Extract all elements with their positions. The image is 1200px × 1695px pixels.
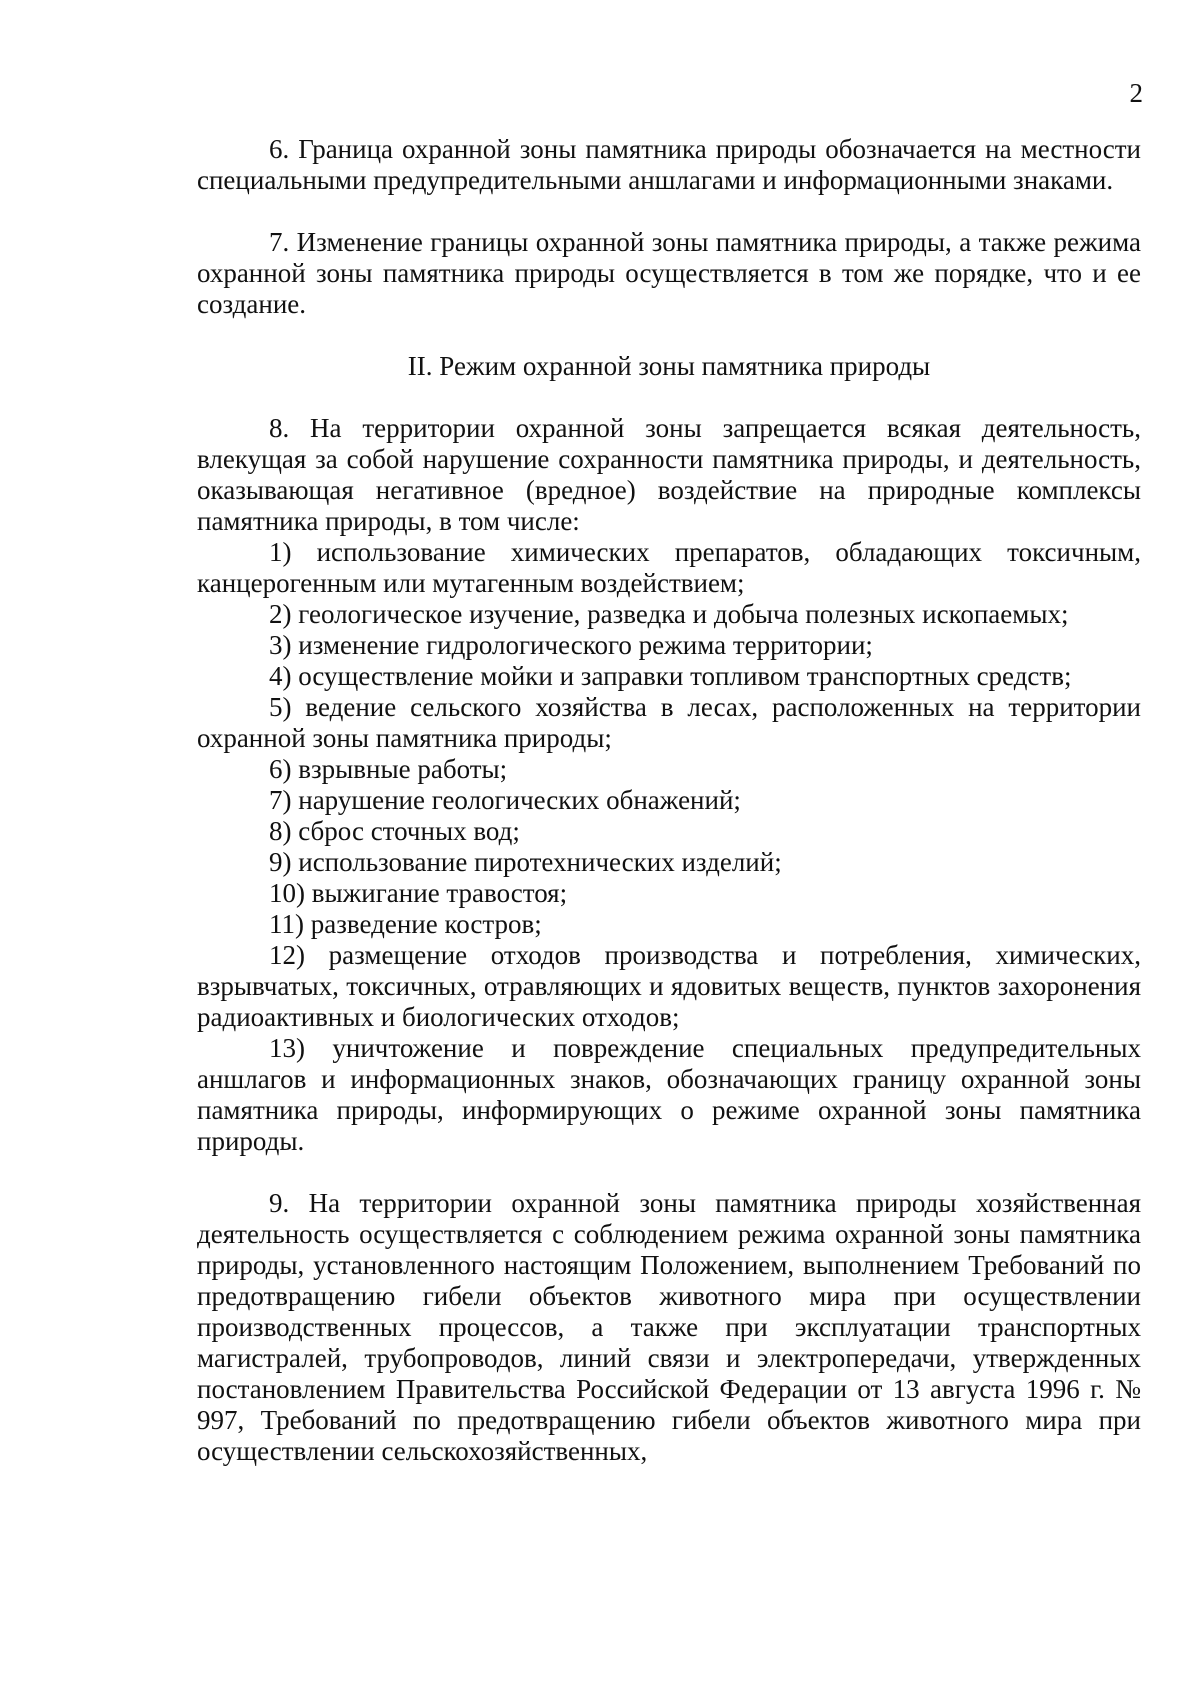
- page-number: 2: [1129, 78, 1143, 108]
- paragraph-9: 9. На территории охранной зоны памятника природы хозяйственная деятельность осуществляется с соблюдением режима охранной зоны памятника природы, установленного настоящим Положением, выполнением Требований по предотвращению гибели объектов животного мира при осуществлении производственных процессов, а также при эксплуатации транспортных магистралей, трубопроводов, линий связи и электропередачи, утвержденных постановлением Правительства Российской Федерации от 13 августа 1996 г. № 997, Требований по предотвращению гибели объектов животного мира при осуществлении сельскохозяйственных,: [197, 1188, 1141, 1466]
- paragraph-8: 8. На территории охранной зоны запрещается всякая деятельность, влекущая за собой нарушение сохранности памятника природы, и деятельность, оказывающая негативное (вредное) воздействие на природные комплексы памятника природы, в том числе:: [197, 413, 1141, 536]
- document-body: [197, 134, 1141, 1467]
- prohibition-item-4: 4) осуществление мойки и заправки топливом транспортных средств;: [269, 661, 1072, 691]
- prohibition-item-9: 9) использование пиротехнических изделий;: [269, 847, 782, 877]
- prohibition-item-6: 6) взрывные работы;: [269, 754, 508, 784]
- prohibition-item-2: 2) геологическое изучение, разведка и добыча полезных ископаемых;: [269, 599, 1069, 629]
- prohibition-item-7: 7) нарушение геологических обнажений;: [269, 785, 741, 815]
- prohibition-item-11: 11) разведение костров;: [269, 909, 542, 939]
- paragraph-7: 7. Изменение границы охранной зоны памятника природы, а также режима охранной зоны памятника природы осуществляется в том же порядке, что и ее создание.: [197, 227, 1141, 319]
- prohibition-item-8: 8) сброс сточных вод;: [269, 816, 520, 846]
- prohibition-item-10: 10) выжигание травостоя;: [269, 878, 568, 908]
- prohibition-item-5: 5) ведение сельского хозяйства в лесах, расположенных на территории охранной зоны памятника природы;: [197, 692, 1141, 753]
- prohibition-item-1: 1) использование химических препаратов, обладающих токсичным, канцерогенным или мутагенным воздействием;: [197, 537, 1141, 598]
- prohibition-item-3: 3) изменение гидрологического режима территории;: [269, 630, 873, 660]
- section-heading: II. Режим охранной зоны памятника природы: [407, 351, 931, 381]
- prohibition-item-12: 12) размещение отходов производства и потребления, химических, взрывчатых, токсичных, отравляющих и ядовитых веществ, пунктов захоронения радиоактивных и биологических отходов;: [197, 940, 1141, 1032]
- paragraph-6: 6. Граница охранной зоны памятника природы обозначается на местности специальными предупредительными аншлагами и информационными знаками.: [197, 134, 1141, 195]
- prohibition-item-13: 13) уничтожение и повреждение специальных предупредительных аншлагов и информационных знаков, обозначающих границу охранной зоны памятника природы, информирующих о режиме охранной зоны памятника природы.: [197, 1033, 1141, 1156]
